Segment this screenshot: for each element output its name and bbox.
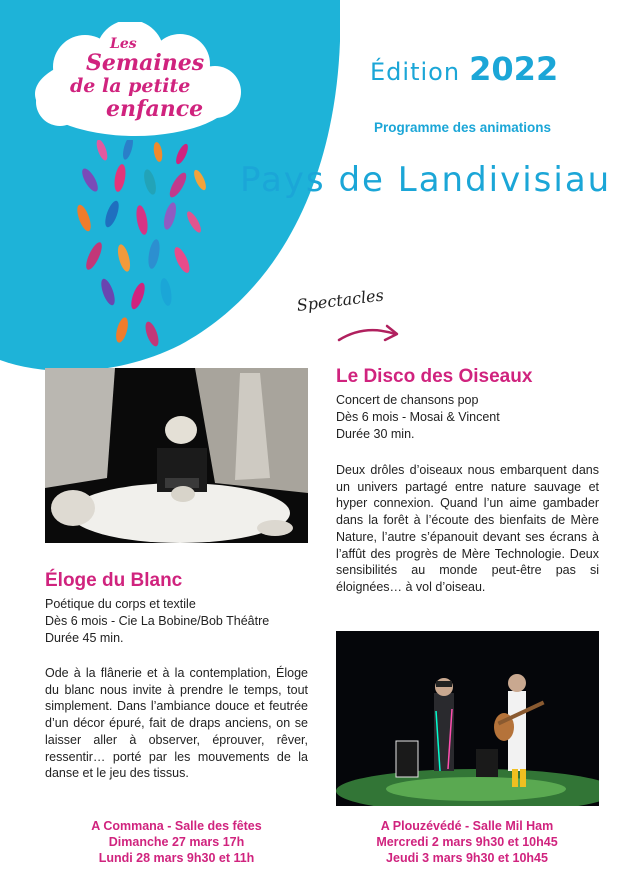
show-duration: Durée 30 min. bbox=[336, 427, 415, 441]
eloge-du-blanc-photo bbox=[45, 368, 308, 543]
logo-text-les: Les bbox=[110, 36, 137, 52]
show-genre: Poétique du corps et textile bbox=[45, 597, 196, 611]
section-label: Spectacles bbox=[295, 285, 385, 315]
arrow-icon bbox=[335, 318, 405, 348]
show-duration: Durée 45 min. bbox=[45, 631, 124, 645]
show-genre: Concert de chansons pop bbox=[336, 393, 479, 407]
show-description: Deux drôles d’oiseaux nous embarquent dans un univers partagé entre nature sauvage et hyper connexion. Quand l’un aime gambader dans la forêt à l’écoute des bienfaits de Mère Nature, l’autre s’épanouit devant ses écrans à l’affût des progrès de Mère Technologie. Deux sensibilités au monde peut-être pas si éloignées… à vol d’oiseau. bbox=[336, 463, 599, 594]
logo-text-semaines: Semaines bbox=[86, 50, 205, 76]
venue-date: Lundi 28 mars 9h30 et 11h bbox=[98, 851, 255, 865]
show-title: Éloge du Blanc bbox=[45, 570, 183, 591]
edition-heading bbox=[370, 50, 558, 88]
logo-text-enfance: enfance bbox=[106, 96, 204, 122]
venue-date: Jeudi 3 mars 9h30 et 10h45 bbox=[386, 851, 548, 865]
venue-date: Mercredi 2 mars 9h30 et 10h45 bbox=[376, 835, 558, 849]
show-age-company: Dès 6 mois - Mosai & Vincent bbox=[336, 410, 500, 424]
logo-text-petite: de la petite bbox=[70, 75, 191, 97]
venue-location: A Plouzévédé - Salle Mil Ham bbox=[380, 819, 554, 833]
venue-dates bbox=[328, 818, 606, 866]
disco-des-oiseaux-photo bbox=[336, 631, 599, 806]
show-description: Ode à la flânerie et à la contemplation, Éloge du blanc nous invite à prendre le temps, tout simplement. Dans l’ambiance douce et feutrée d’un décor épuré, fait de draps anciens, on se laisser aller à observer, éprouver, rêver, ressentir… porté par les mouvements de la danse et le jeu des tissus. bbox=[45, 666, 308, 781]
venue-date: Dimanche 27 mars 17h bbox=[108, 835, 245, 849]
logo-cloud bbox=[30, 22, 245, 147]
venue-location: A Commana - Salle des fêtes bbox=[91, 819, 262, 833]
feathers-illustration bbox=[70, 140, 210, 360]
show-info bbox=[45, 596, 269, 647]
venue-dates bbox=[40, 818, 313, 866]
region-title: Pays de Landivisiau bbox=[240, 160, 612, 200]
programme-subtitle: Programme des animations bbox=[374, 120, 552, 135]
edition-year: 2022 bbox=[469, 50, 559, 88]
show-title: Le Disco des Oiseaux bbox=[336, 366, 533, 387]
edition-word: Édition bbox=[370, 58, 461, 86]
show-info bbox=[336, 392, 500, 443]
show-age-company: Dès 6 mois - Cie La Bobine/Bob Théâtre bbox=[45, 614, 270, 628]
